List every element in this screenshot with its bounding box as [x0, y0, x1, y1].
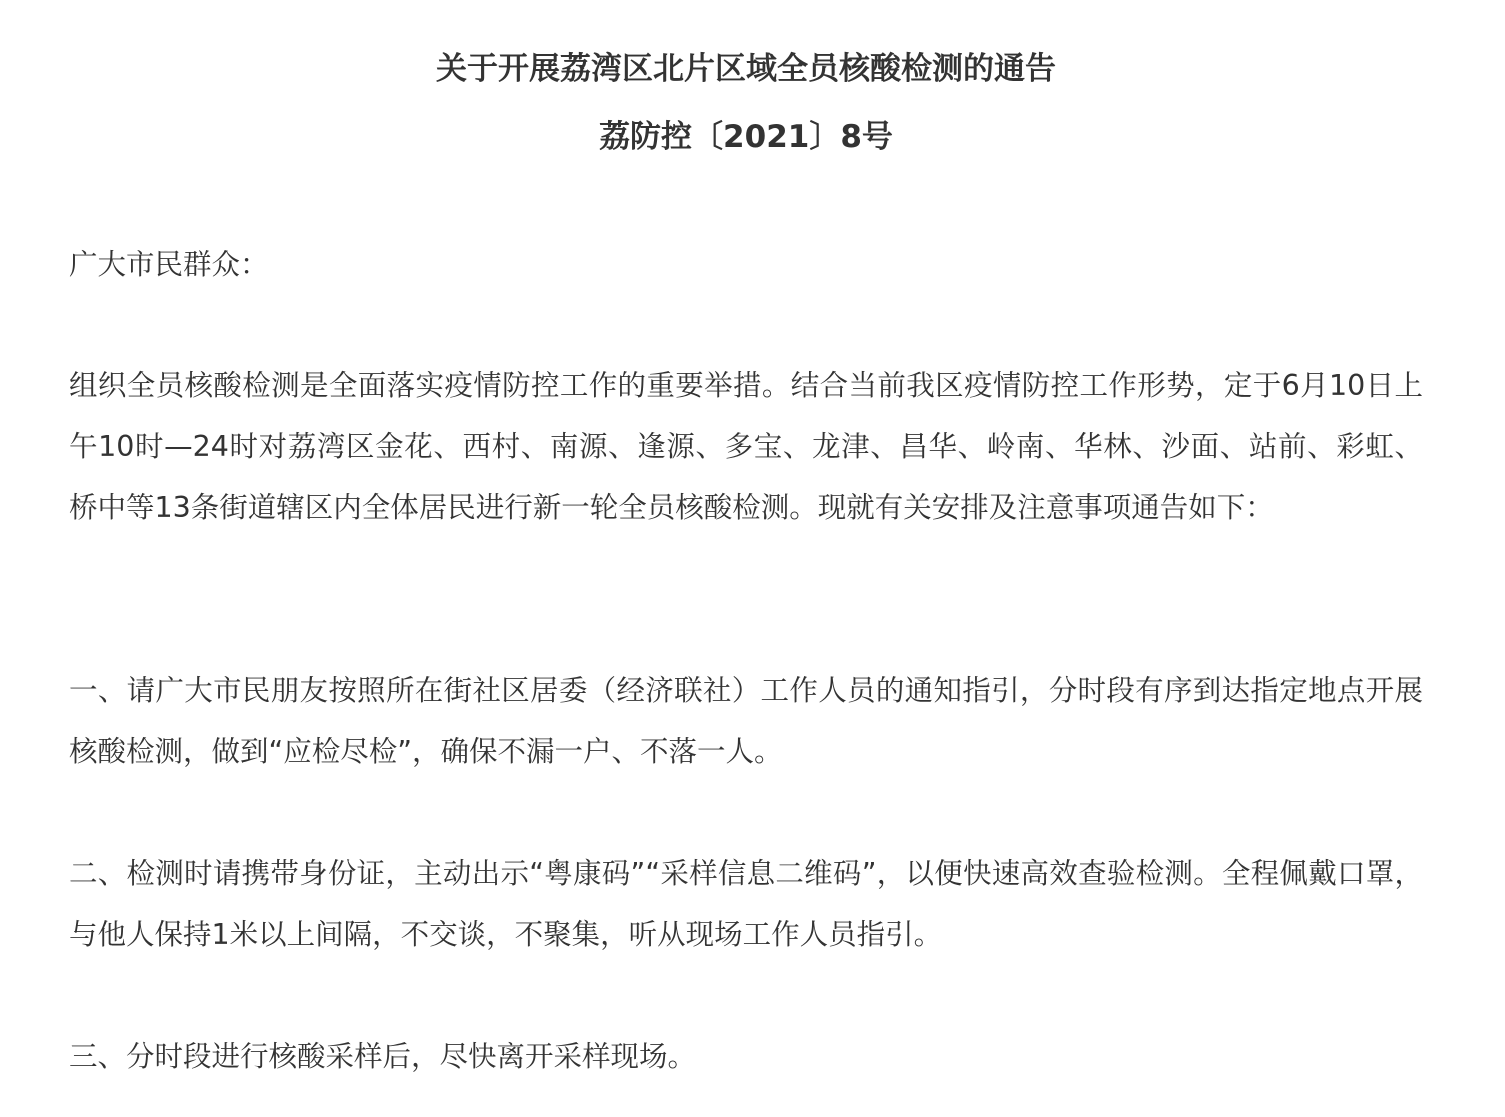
- page-title: 关于开展荔湾区北片区域全员核酸检测的通告: [436, 51, 1056, 87]
- salutation: 广大市民群众：: [69, 248, 269, 281]
- notice-item-2: 二、检测时请携带身份证，主动出示“粤康码”“采样信息二维码”，以便快速高效查验检测。全程佩戴口罩，与他人保持1米以上间隔，不交谈，不聚集，听从现场工作人员指引。: [69, 857, 1423, 951]
- notice-item-3: 三、分时段进行核酸采样后，尽快离开采样现场。: [69, 1040, 697, 1073]
- intro-paragraph: 组织全员核酸检测是全面落实疫情防控工作的重要举措。结合当前我区疫情防控工作形势，定于6月10日上午10时—24时对荔湾区金花、西村、南源、逢源、多宝、龙津、昌华、岭南、华林、沙面、站前、彩虹、桥中等13条街道辖区内全体居民进行新一轮全员核酸检测。现就有关安排及注意事项通告如下：: [69, 369, 1423, 524]
- notice-item-1: 一、请广大市民朋友按照所在街社区居委（经济联社）工作人员的通知指引，分时段有序到达指定地点开展核酸检测，做到“应检尽检”，确保不漏一户、不落一人。: [69, 674, 1423, 768]
- document-number: 荔防控〔2021〕8号: [599, 119, 893, 155]
